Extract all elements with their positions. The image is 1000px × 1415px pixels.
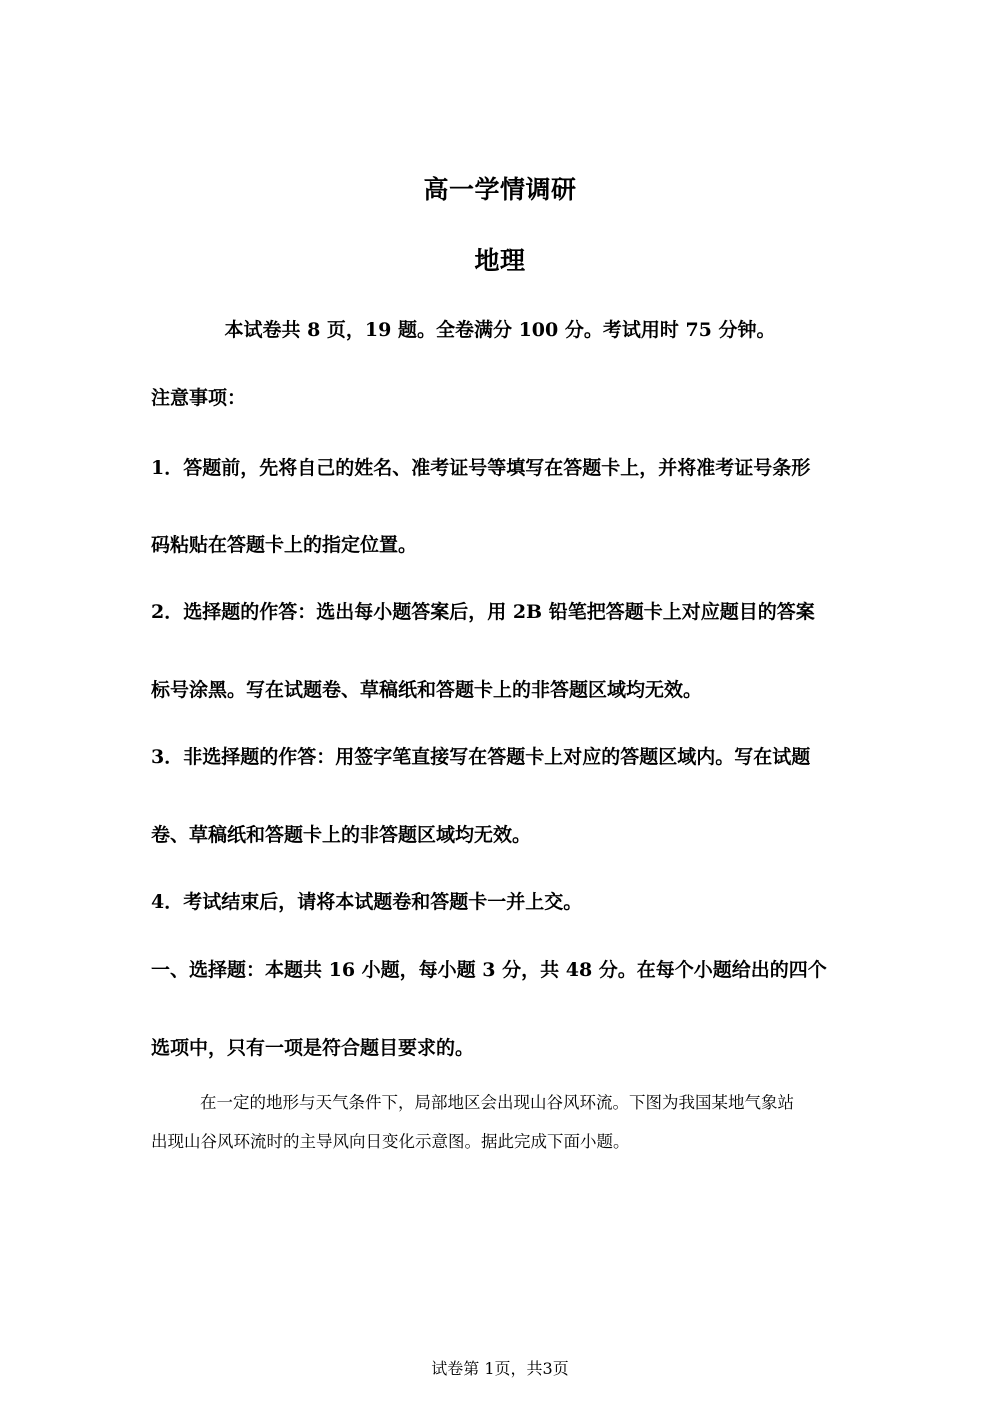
notice-item-3-line2: 卷、草稿纸和答题卡上的非答题区域均无效。 [151,824,532,846]
exam-title: 高一学情调研 [423,175,577,204]
section-heading-line1: 一、选择题：本题共 16 小题，每小题 3 分，共 48 分。在每个小题给出的四个 [151,959,827,981]
exam-info: 本试卷共 8 页，19 题。全卷满分 100 分。考试用时 75 分钟。 [224,319,776,341]
notice-item-2-line2: 标号涂黑。写在试题卷、草稿纸和答题卡上的非答题区域均无效。 [151,679,703,701]
notice-item-3-line1: 3．非选择题的作答：用签字笔直接写在答题卡上对应的答题区域内。写在试题 [151,746,811,768]
subject-title: 地理 [474,246,526,275]
notice-item-1-line2: 码粘贴在答题卡上的指定位置。 [151,534,418,556]
section-heading-line2: 选项中，只有一项是符合题目要求的。 [151,1037,475,1059]
notice-item-4-line1: 4．考试结束后，请将本试题卷和答题卡一并上交。 [151,891,583,913]
passage-line1: 在一定的地形与天气条件下，局部地区会出现山谷风环流。下图为我国某地气象站 [200,1093,794,1112]
notice-item-2-line1: 2．选择题的作答：选出每小题答案后，用 2B 铅笔把答题卡上对应题目的答案 [151,601,815,623]
passage-line2: 出现山谷风环流时的主导风向日变化示意图。据此完成下面小题。 [151,1132,630,1151]
page-footer: 试卷第 1页，共3页 [431,1359,569,1378]
notice-heading: 注意事项： [151,387,247,409]
notice-item-1-line1: 1．答题前，先将自己的姓名、准考证号等填写在答题卡上，并将准考证号条形 [151,457,811,479]
